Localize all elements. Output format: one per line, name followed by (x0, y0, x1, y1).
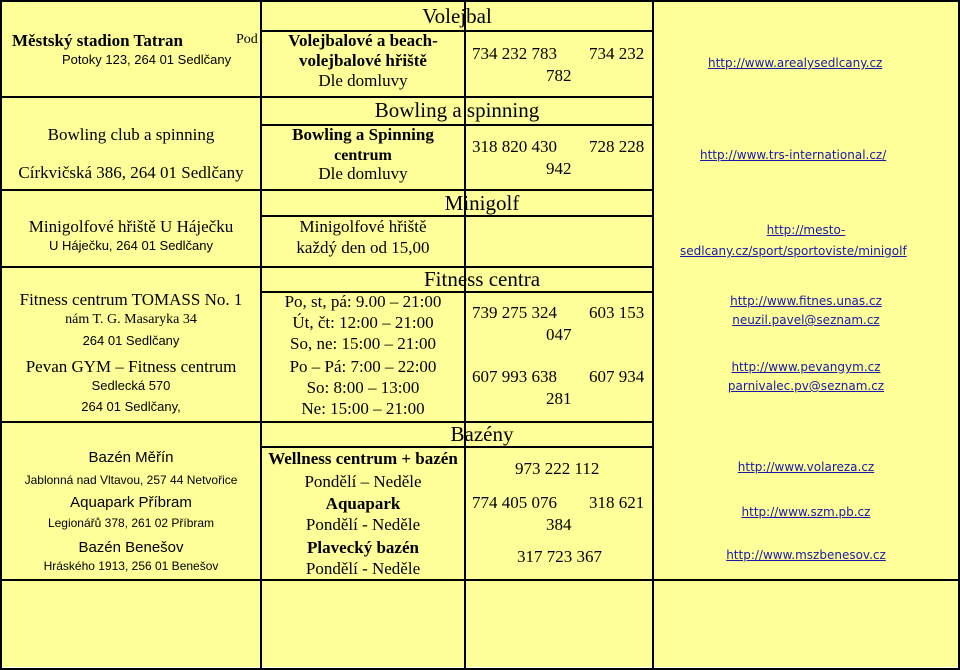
hours-line: Pondělí – Neděle (304, 472, 422, 491)
phone-number: 317 723 367 (517, 547, 602, 566)
phone-number: 281 (546, 389, 572, 408)
website-link[interactable]: http://www.trs-international.cz/ (700, 148, 887, 162)
website-link[interactable]: http://www.fitnes.unas.cz (730, 294, 882, 308)
venue-name: Minigolfové hřiště U Háječku (28, 217, 234, 236)
venue-address: Legionářů 378, 261 02 Příbram (47, 516, 215, 530)
venue-tag: Pod (236, 32, 258, 47)
venue-address: 264 01 Sedlčany (82, 333, 180, 348)
phone-number: 973 222 112 (515, 459, 600, 478)
website-link[interactable]: sedlcany.cz/sport/sportoviste/minigolf (680, 244, 907, 258)
venue-name: Bowling club a spinning (47, 125, 215, 144)
venue-name: Fitness centrum TOMASS No. 1 (19, 290, 243, 309)
hours-line: Dle domluvy (318, 71, 408, 90)
venue-address: Jablonná nad Vltavou, 257 44 Netvořice (24, 473, 238, 487)
phone-number: 607 993 638 (472, 367, 557, 386)
venue-address: Potoky 123, 264 01 Sedlčany (62, 52, 232, 67)
venue-name: Pevan GYM – Fitness centrum (25, 357, 237, 376)
phone-number: 734 232 (589, 44, 645, 63)
hours-line: Dle domluvy (318, 164, 408, 183)
grid-line (0, 579, 960, 581)
hours-line: Wellness centrum + bazén (268, 449, 458, 468)
phone-number: 318 621 (589, 493, 645, 512)
section-header-fitness: Fitness centra (423, 267, 541, 291)
hours-line: Po, st, pá: 9.00 – 21:00 (284, 292, 442, 311)
hours-line: Plavecký bazén (307, 538, 419, 557)
hours-line: Po – Pá: 7:00 – 22:00 (289, 357, 437, 376)
section-header-minigolf: Minigolf (444, 191, 520, 215)
venue-address: nám T. G. Masaryka 34 (65, 312, 197, 327)
website-link[interactable]: http://www.arealysedlcany.cz (708, 56, 883, 70)
hours-line: Út, čt: 12:00 – 21:00 (292, 313, 434, 332)
hours-line: Ne: 15:00 – 21:00 (301, 399, 425, 418)
venue-name: Bazén Měřín (88, 449, 174, 466)
website-link[interactable]: http://www.volareza.cz (737, 460, 875, 474)
hours-line: Aquapark (325, 494, 401, 513)
venue-address: Církvičská 386, 264 01 Sedlčany (18, 163, 244, 182)
venue-name: Aquapark Příbram (70, 494, 192, 511)
venue-address: Hráského 1913, 256 01 Benešov (43, 559, 219, 573)
phone-number: 942 (546, 159, 572, 178)
hours-line: každý den od 15,00 (296, 238, 430, 257)
venue-address: Sedlecká 570 (91, 378, 171, 393)
website-link[interactable]: http://mesto- (766, 223, 846, 237)
hours-line: Volejbalové a beach- (288, 31, 438, 50)
phone-number: 318 820 430 (472, 137, 557, 156)
website-link[interactable]: http://www.mszbenesov.cz (726, 548, 886, 562)
hours-line: So, ne: 15:00 – 21:00 (290, 334, 436, 353)
hours-line: volejbalové hřiště (299, 51, 427, 70)
phone-number: 734 232 783 (472, 44, 557, 63)
venue-name: Městský stadion Tatran (12, 31, 183, 50)
phone-number: 774 405 076 (472, 493, 557, 512)
venue-address: U Háječku, 264 01 Sedlčany (48, 238, 214, 253)
phone-number: 782 (546, 66, 572, 85)
grid-line (0, 0, 960, 2)
section-header-bowling: Bowling a spinning (374, 98, 540, 122)
phone-number: 607 934 (589, 367, 645, 386)
website-link[interactable]: http://www.szm.pb.cz (741, 505, 871, 519)
grid-line (652, 0, 654, 670)
phone-number: 739 275 324 (472, 303, 557, 322)
phone-number: 384 (546, 515, 572, 534)
section-header-bazeny: Bazény (450, 422, 514, 446)
hours-line: Minigolfové hřiště (299, 217, 427, 236)
hours-line: Bowling a Spinning (292, 125, 434, 144)
hours-line: Pondělí - Neděle (305, 515, 421, 534)
hours-line: So: 8:00 – 13:00 (306, 378, 420, 397)
phone-number: 603 153 (589, 303, 645, 322)
email-link[interactable]: parnivalec.pv@seznam.cz (727, 379, 885, 393)
phone-number: 047 (546, 325, 572, 344)
phone-number: 728 228 (589, 137, 645, 156)
email-link[interactable]: neuzil.pavel@seznam.cz (732, 313, 880, 327)
section-header-volejbal: Volejbal (422, 4, 492, 28)
venue-address: 264 01 Sedlčany, (81, 399, 181, 414)
bottom-empty-row (2, 581, 958, 667)
hours-line: Pondělí - Neděle (305, 559, 421, 578)
website-link[interactable]: http://www.pevangym.cz (731, 360, 881, 374)
hours-line: centrum (334, 147, 392, 164)
venue-name: Bazén Benešov (78, 539, 184, 556)
